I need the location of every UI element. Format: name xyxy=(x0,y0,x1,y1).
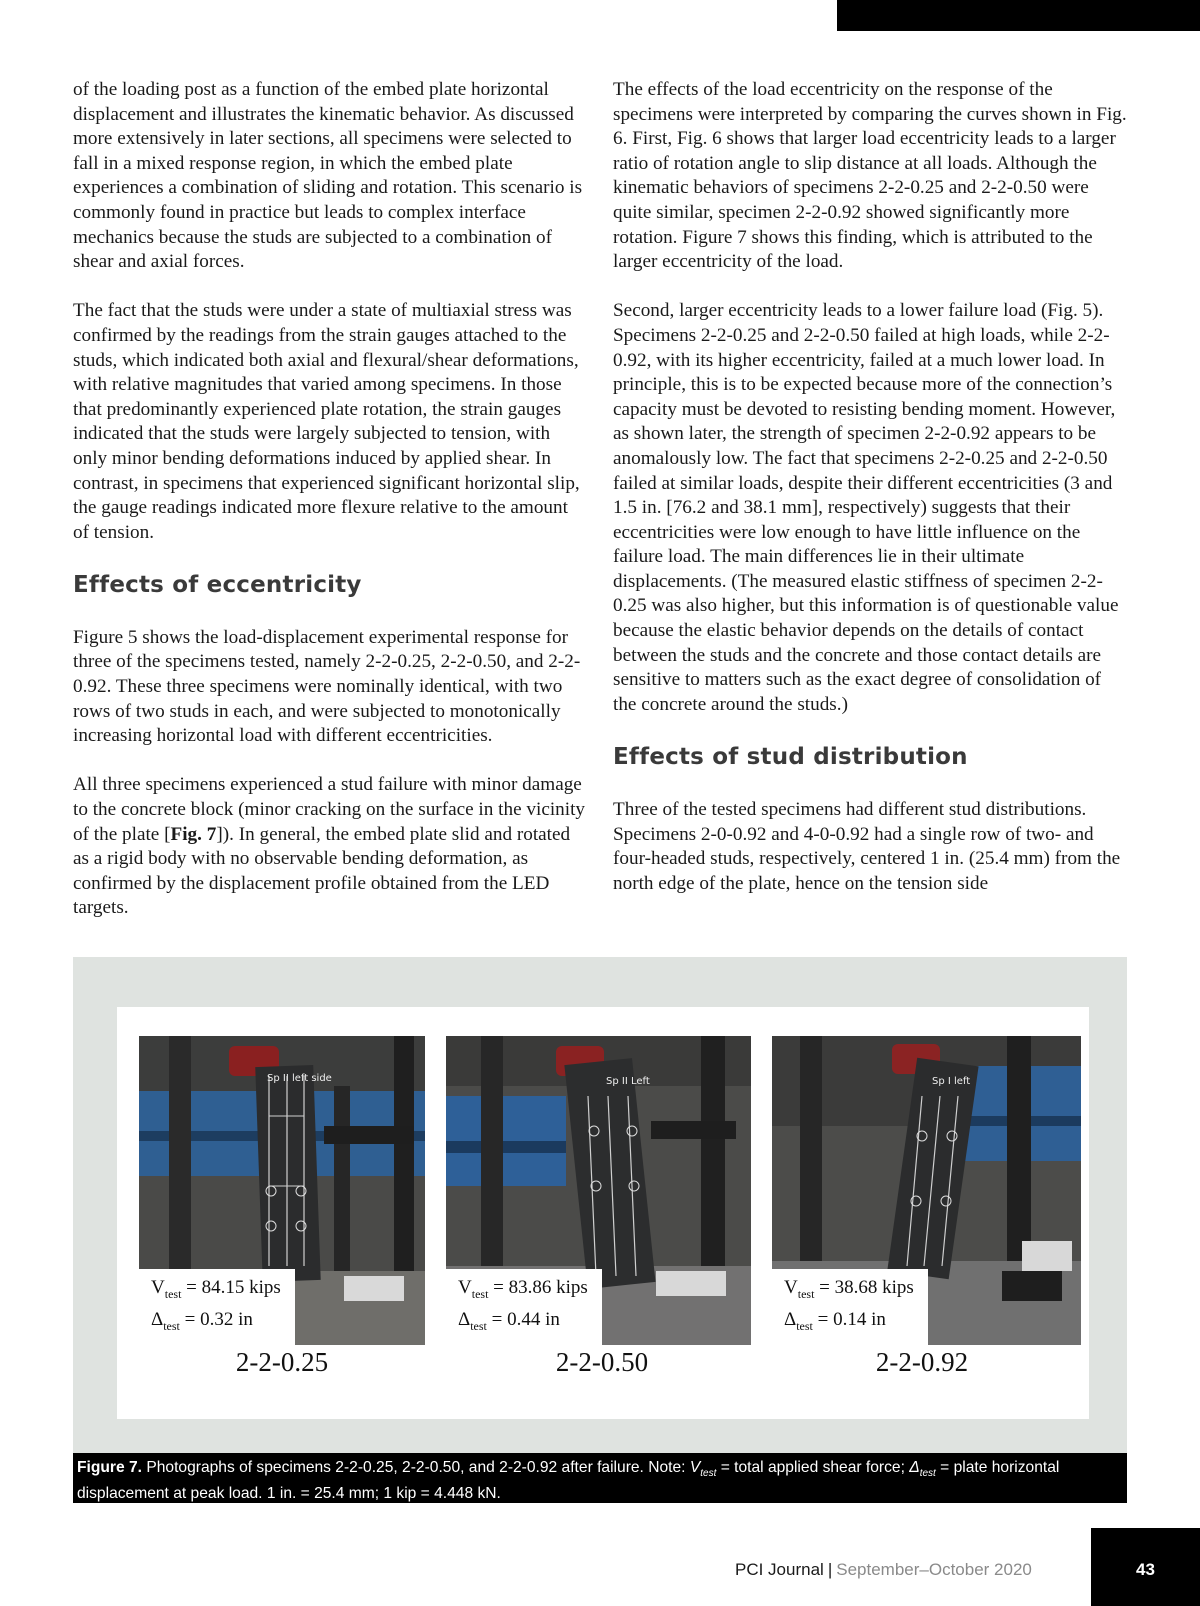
specimen-label-3: 2-2-0.92 xyxy=(875,1347,969,1377)
d-subscript: test xyxy=(796,1319,813,1333)
footer-separator: | xyxy=(827,1560,833,1579)
figure-7-caption xyxy=(73,1453,1127,1503)
panel-2-dtest xyxy=(458,1307,588,1339)
issue-date: September–October 2020 xyxy=(836,1560,1032,1579)
v-subscript: test xyxy=(164,1287,182,1302)
v-value: = 38.68 kips xyxy=(814,1277,914,1299)
d-subscript: test xyxy=(163,1319,180,1333)
v-value: = 84.15 kips xyxy=(181,1277,281,1299)
panel-1-vtest xyxy=(151,1275,281,1307)
caption-text-3: = plate horizontal displacement at peak load. 1 in. = 25.4 mm; 1 kip = 4.448 kN. xyxy=(77,1459,1060,1503)
specimen-photo-2-2-0.25 xyxy=(139,1036,425,1345)
heading-effects-of-stud-distribution: Effects of stud distribution xyxy=(613,744,968,771)
figure-7 xyxy=(73,957,1127,1453)
left-paragraph-4-end: ]). In general, the embed plate slid and rotated as a rigid body with no observable bending deformation, as confirmed by the displacement profile obtained from the LED targets. xyxy=(73,823,571,919)
d-value: = 0.44 in xyxy=(486,1309,560,1331)
right-paragraph-3: Three of the tested specimens had different stud distributions. Specimens 2-0-0.92 and 4-0-0.92 had a single row of two- and four-headed studs, respectively, centered 1 in. (25.4 mm) from the north edge of the plate, hence on the tension side xyxy=(613,799,1121,894)
panel-3-dtest xyxy=(784,1307,914,1339)
caption-label: Figure 7. xyxy=(77,1459,142,1476)
left-paragraph-4 xyxy=(73,773,588,921)
page-number: 43 xyxy=(1091,1528,1200,1606)
d-subscript: test xyxy=(470,1319,487,1333)
v-symbol: V xyxy=(784,1277,798,1299)
panel-2-values xyxy=(446,1269,602,1345)
v-subscript: test xyxy=(471,1287,489,1302)
plate-marking: Sp II left side xyxy=(267,1073,332,1084)
journal-name: PCI Journal xyxy=(735,1560,824,1579)
panel-3-values xyxy=(772,1269,928,1345)
d-symbol: Δ xyxy=(784,1309,797,1331)
panel-2-vtest xyxy=(458,1275,588,1307)
d-value: = 0.14 in xyxy=(812,1309,886,1331)
specimen-label-2: 2-2-0.50 xyxy=(555,1347,649,1377)
plate-marking: Sp I left xyxy=(932,1076,971,1087)
left-column xyxy=(73,78,588,921)
caption-text-2: = total applied shear force; xyxy=(716,1459,910,1476)
header-bar xyxy=(837,0,1200,31)
v-symbol: V xyxy=(151,1277,165,1299)
right-paragraph-1: The effects of the load eccentricity on the response of the specimens were interpreted by comparing the curves shown in Fig. 6. First, Fig. 6 shows that larger load eccentricity leads to a larger ratio of rotation angle to slip distance at all loads. Although the kinematic behaviors of specimens 2-2-0.25 and 2-2-0.50 were quite similar, specimen 2-2-0.92 showed significantly more rotation. Figure 7 shows this finding, which is attributed to the larger eccentricity of the load. xyxy=(613,79,1127,273)
footer-journal-info xyxy=(735,1560,1032,1580)
v-symbol: V xyxy=(458,1277,472,1299)
right-paragraph-2: Second, larger eccentricity leads to a lower failure load (Fig. 5). Specimens 2-2-0.25 and 2-2-0.50 failed at high loads, while 2-2-0.92, with its higher eccentricity, failed at a much lower load. In principle, this is to be expected because more of the connection’s capacity must be devoted to resisting bending moment. However, as shown later, the strength of specimen 2-2-0.92 appears to be anomalously low. The fact that specimens 2-2-0.25 and 2-2-0.50 failed at similar loads, despite their different eccentricities (3 and 1.5 in. [76.2 and 38.1 mm], respectively) suggests that their eccentricities were low enough to have little influence on the failure load. The main differences lie in their ultimate displacements. (The measured elastic stiffness of specimen 2-2-0.25 was also higher, but this information is of questionable value because the elastic behavior depends on the details of contact between the studs and the concrete and those contact details are sensitive to matters such as the exact degree of consolidation of the concrete around the studs.) xyxy=(613,300,1119,715)
caption-v-subscript: test xyxy=(700,1468,717,1480)
left-paragraph-3: Figure 5 shows the load-displacement experimental response for three of the specimens tested, namely 2-2-0.25, 2-2-0.50, and 2-2-0.92. These three specimens were nominally identical, with two rows of two studs in each, and were subjected to monotonically increasing horizontal load with different eccentricities. xyxy=(73,626,581,747)
specimen-photo-2-2-0.92 xyxy=(772,1036,1081,1345)
figure-7-panel-container xyxy=(117,1007,1089,1419)
right-column xyxy=(613,78,1128,896)
left-paragraph-1: of the loading post as a function of the embed plate horizontal displacement and illustrates the kinematic behavior. As discussed more extensively in later sections, all specimens were selected to fall in a mixed response region, in which the embed plate experiences a combination of sliding and rotation. This scenario is commonly found in practice but leads to complex interface mechanics because the studs are subjected to a combination of shear and axial forces. xyxy=(73,79,583,273)
specimen-photo-2-2-0.50 xyxy=(446,1036,751,1345)
panel-1-values xyxy=(139,1269,295,1345)
left-paragraph-2: The fact that the studs were under a state of multiaxial stress was confirmed by the readings from the strain gauges attached to the studs, which indicated both axial and flexural/shear deformations, with relative magnitudes that varied among specimens. In those that predominantly experienced plate rotation, the strain gauges indicated that the studs were largely subjected to tension, with only minor bending deformations induced by applied shear. In contrast, in specimens that experienced significant horizontal slip, the gauge readings indicated more flexure relative to the amount of tension. xyxy=(73,300,580,543)
d-symbol: Δ xyxy=(151,1309,164,1331)
caption-d-subscript: test xyxy=(919,1468,936,1480)
heading-effects-of-eccentricity: Effects of eccentricity xyxy=(73,571,362,598)
caption-d-symbol: Δ xyxy=(909,1459,920,1476)
panel-3-vtest xyxy=(784,1275,914,1307)
caption-text-1: Photographs of specimens 2-2-0.25, 2-2-0.50, and 2-2-0.92 after failure. Note: xyxy=(142,1459,690,1476)
left-paragraph-4-start: All three specimens experienced a stud failure with minor damage to the concrete block (minor cracking on the surface in the vicinity of the plate [ xyxy=(73,774,586,845)
d-value: = 0.32 in xyxy=(179,1309,253,1331)
plate-marking: Sp II Left xyxy=(606,1076,650,1087)
v-value: = 83.86 kips xyxy=(488,1277,588,1299)
caption-v-symbol: V xyxy=(689,1459,701,1476)
d-symbol: Δ xyxy=(458,1309,471,1331)
specimen-label-1: 2-2-0.25 xyxy=(235,1347,329,1377)
v-subscript: test xyxy=(797,1287,815,1302)
panel-1-dtest xyxy=(151,1307,281,1339)
figure-7-reference[interactable]: Fig. 7 xyxy=(170,823,217,845)
